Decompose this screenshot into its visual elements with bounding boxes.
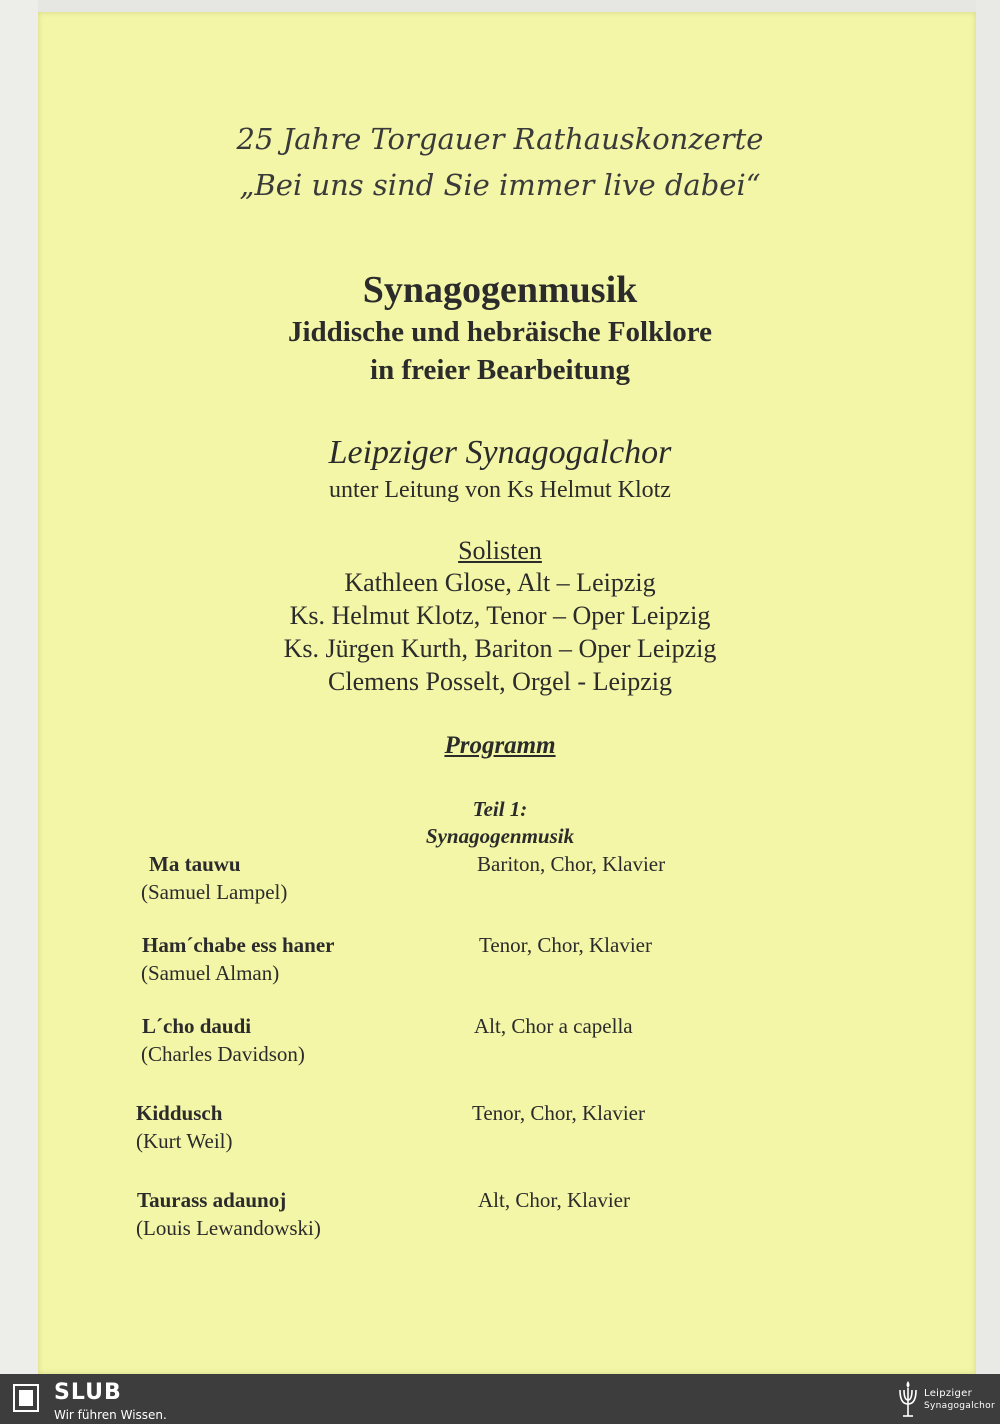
choir-logo-line-2: Synagogalchor — [924, 1401, 995, 1411]
program-item-title: L´cho daudi — [142, 1014, 252, 1038]
soloist-item: Ks. Helmut Klotz, Tenor – Oper Leipzig — [289, 601, 711, 630]
program-item-title: Taurass adaunoj — [137, 1188, 287, 1212]
choir-leader: unter Leitung von Ks Helmut Klotz — [329, 477, 671, 503]
soloist-item: Clemens Posselt, Orgel - Leipzig — [328, 667, 672, 696]
program-item-composer: (Charles Davidson) — [141, 1042, 305, 1066]
header-line-1: 25 Jahre Torgauer Rathauskonzerte — [236, 122, 764, 156]
choir-name: Leipziger Synagogalchor — [328, 434, 672, 471]
footer-bar — [0, 1374, 1000, 1424]
program-heading: Programm — [444, 732, 556, 759]
soloist-item: Kathleen Glose, Alt – Leipzig — [344, 568, 656, 597]
program-item-title: Kiddusch — [136, 1101, 223, 1125]
program-item-composer: (Louis Lewandowski) — [136, 1216, 321, 1240]
part-label: Teil 1: — [472, 797, 528, 821]
header-line-2: „Bei uns sind Sie immer live dabei“ — [239, 168, 761, 202]
soloists-heading: Solisten — [458, 536, 542, 565]
page-title: Synagogenmusik — [362, 269, 638, 311]
program-item-voices: Tenor, Chor, Klavier — [472, 1101, 645, 1125]
scan-border-top — [38, 0, 976, 12]
soloist-item: Ks. Jürgen Kurth, Bariton – Oper Leipzig — [283, 634, 717, 663]
program-item-composer: (Samuel Alman) — [141, 961, 280, 985]
subtitle-line-2: in freier Bearbeitung — [370, 354, 630, 386]
menorah-icon — [895, 1378, 921, 1420]
library-name[interactable]: SLUB — [54, 1380, 122, 1405]
choir-logo-text — [924, 1388, 995, 1412]
program-item-voices: Alt, Chor a capella — [474, 1014, 633, 1038]
program-item-voices: Tenor, Chor, Klavier — [479, 933, 652, 957]
choir-logo-line-1: Leipziger — [924, 1388, 973, 1399]
library-tagline: Wir führen Wissen. — [54, 1408, 167, 1422]
slub-logo-icon[interactable] — [12, 1383, 40, 1413]
program-item-title: Ham´chabe ess haner — [142, 933, 335, 957]
program-item-voices: Bariton, Chor, Klavier — [477, 852, 666, 876]
subtitle-line-1: Jiddische und hebräische Folklore — [287, 316, 713, 348]
program-item-title: Ma tauwu — [149, 852, 241, 876]
part-title: Synagogenmusik — [425, 824, 575, 848]
program-item-composer: (Samuel Lampel) — [141, 880, 288, 904]
program-item-composer: (Kurt Weil) — [136, 1129, 233, 1153]
program-item-voices: Alt, Chor, Klavier — [478, 1188, 630, 1212]
